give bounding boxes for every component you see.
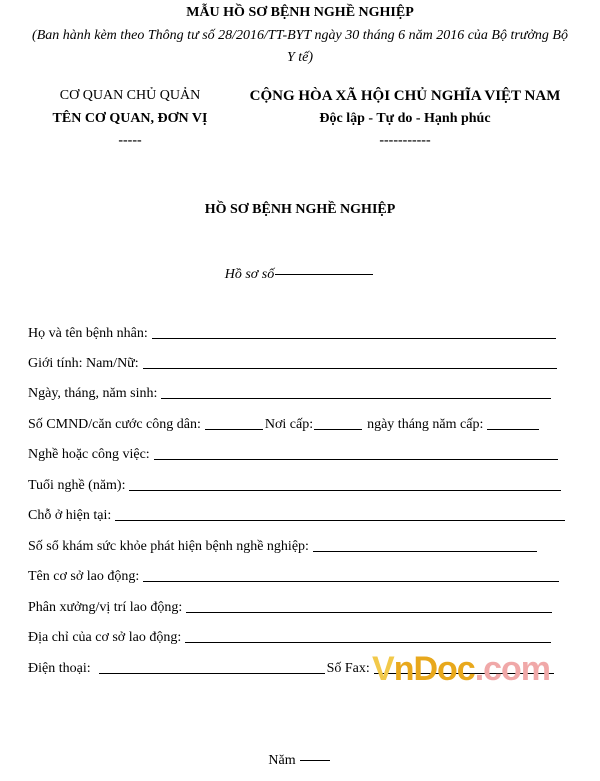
gender-label: Giới tính: Nam/Nữ: (28, 356, 139, 371)
issue-date-field[interactable] (487, 417, 539, 430)
file-number-field[interactable] (275, 262, 373, 275)
workplace-label: Tên cơ sở lao động: (28, 569, 140, 584)
workplace-address-row (28, 626, 553, 646)
form-subtitle: (Ban hành kèm theo Thông tư số 28/2016/TT-BYT ngày 30 tháng 6 năm 2016 của Bộ trưởng Bộ Y tế) (32, 28, 568, 65)
year-row (0, 748, 600, 769)
document-title: HỒ SƠ BỆNH NGHỀ NGHIỆP (204, 202, 396, 217)
year-field[interactable] (300, 748, 330, 761)
job-age-field[interactable] (129, 478, 561, 491)
workplace-field[interactable] (143, 569, 559, 582)
right-divider: ----------- (379, 133, 431, 148)
dob-field[interactable] (161, 386, 551, 399)
id-card-label: Số CMND/căn cước công dân: (28, 417, 201, 432)
gender-row (28, 352, 559, 372)
health-book-label: Số sổ khám sức khỏe phát hiện bệnh nghề nghiệp: (28, 539, 309, 554)
id-card-field[interactable] (205, 417, 263, 430)
workplace-address-label: Địa chỉ của cơ sở lao động: (28, 630, 182, 645)
national-motto: Độc lập - Tự do - Hạnh phúc (319, 111, 491, 126)
id-card-row (28, 413, 541, 433)
health-book-field[interactable] (313, 539, 537, 552)
workplace-row (28, 565, 561, 585)
country-name: CỘNG HÒA XÃ HỘI CHỦ NGHĨA VIỆT NAM (249, 88, 561, 104)
job-age-label: Tuổi nghề (năm): (28, 478, 126, 493)
issue-date-label: ngày tháng năm cấp: (367, 417, 484, 432)
form-title: MẪU HỒ SƠ BỆNH NGHỀ NGHIỆP (186, 5, 414, 20)
gender-field[interactable] (143, 356, 557, 369)
agency-name-label: TÊN CƠ QUAN, ĐƠN VỊ (52, 111, 208, 126)
phone-label: Điện thoại: (28, 661, 91, 676)
file-number-row (0, 262, 600, 283)
dob-row (28, 382, 553, 402)
vndoc-watermark: VnDoc.com (372, 650, 551, 688)
workplace-address-field[interactable] (185, 630, 551, 643)
patient-name-row (28, 322, 558, 342)
fax-label: Số Fax: (326, 661, 370, 676)
health-book-row (28, 535, 539, 555)
patient-name-label: Họ và tên bệnh nhân: (28, 326, 148, 341)
left-divider: ----- (118, 133, 142, 148)
address-label: Chỗ ở hiện tại: (28, 508, 112, 523)
address-row (28, 504, 567, 524)
occupation-row (28, 443, 560, 463)
job-age-row (28, 474, 563, 494)
workshop-row (28, 596, 554, 616)
file-number-label: Hồ sơ số (224, 267, 275, 282)
occupation-label: Nghề hoặc công việc: (28, 447, 150, 462)
issue-place-label: Nơi cấp: (264, 417, 314, 432)
address-field[interactable] (115, 508, 565, 521)
issue-place-field[interactable] (314, 417, 362, 430)
workshop-field[interactable] (186, 600, 552, 613)
year-label: Năm (268, 753, 296, 768)
workshop-label: Phân xưởng/vị trí lao động: (28, 600, 183, 615)
patient-name-field[interactable] (152, 326, 556, 339)
phone-field[interactable] (99, 661, 325, 674)
dob-label: Ngày, tháng, năm sinh: (28, 386, 158, 401)
parent-agency-label: CƠ QUAN CHỦ QUẢN (59, 88, 201, 103)
occupation-field[interactable] (154, 447, 558, 460)
